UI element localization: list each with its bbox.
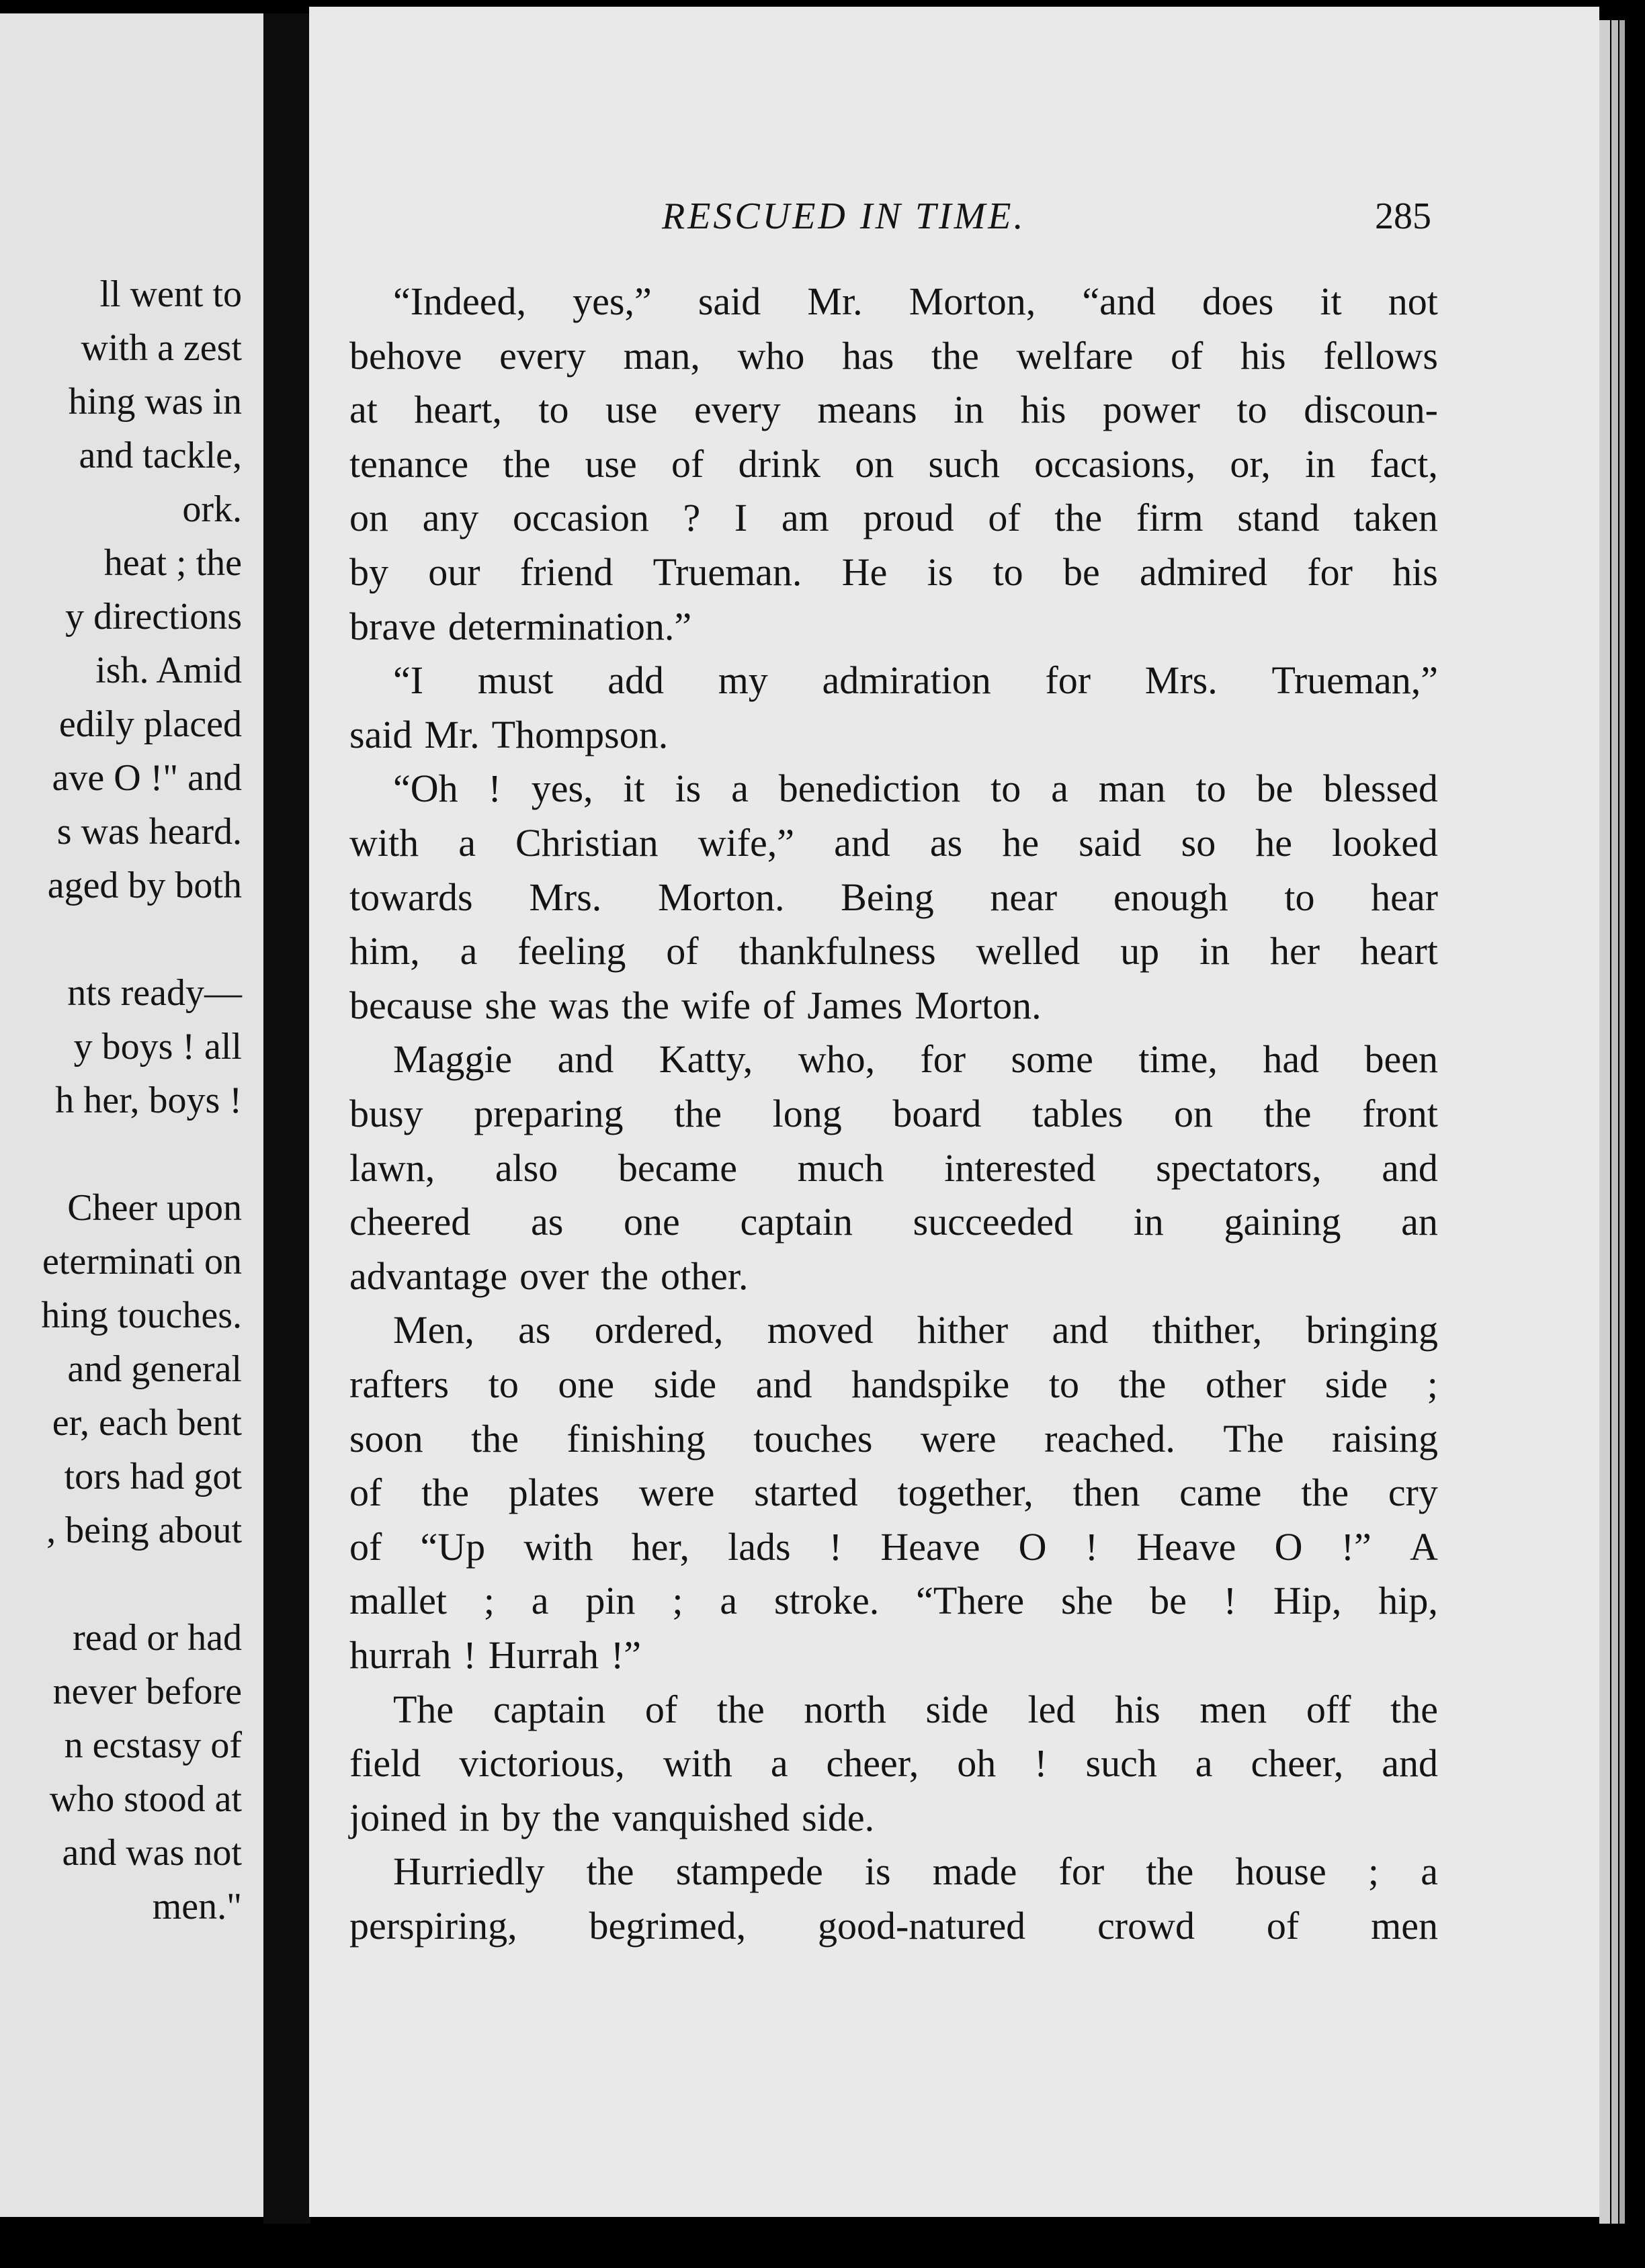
book-gutter bbox=[263, 13, 310, 2224]
body-line: “Oh ! yes, it is a benediction to a man to be blessed bbox=[393, 767, 1438, 811]
body-line: of “Up with her, lads ! Heave O ! Heave O !” A bbox=[349, 1524, 1438, 1569]
left-page-line: ork. bbox=[182, 488, 242, 530]
left-page-line: edily placed bbox=[58, 703, 242, 745]
page-edge bbox=[1619, 20, 1625, 2224]
left-page-line: er, each bent bbox=[52, 1402, 242, 1444]
left-page-line: nts ready— bbox=[67, 972, 242, 1014]
left-page-line: and was not bbox=[62, 1832, 242, 1874]
body-line: with a Christian wife,” and as he said so he looked bbox=[349, 821, 1438, 865]
left-page-line: tors had got bbox=[64, 1456, 242, 1497]
left-page-line: ish. Amid bbox=[95, 650, 242, 691]
left-page-line: Cheer upon bbox=[67, 1187, 242, 1229]
body-line: of the plates were started together, then came the cry bbox=[349, 1471, 1438, 1515]
body-line: The captain of the north side led his men off the bbox=[393, 1687, 1438, 1731]
body-line: joined in by the vanquished side. bbox=[349, 1795, 875, 1839]
left-page-line: and general bbox=[67, 1348, 242, 1390]
body-line: busy preparing the long board tables on the front bbox=[349, 1092, 1438, 1135]
left-page-line: n ecstasy of bbox=[64, 1725, 242, 1766]
left-page-line: never before bbox=[52, 1671, 242, 1712]
body-line: on any occasion ? I am proud of the firm stand taken bbox=[349, 496, 1438, 540]
body-line: said Mr. Thompson. bbox=[349, 712, 669, 756]
right-page bbox=[309, 7, 1599, 2217]
body-line: tenance the use of drink on such occasions, or, in fact, bbox=[349, 441, 1438, 486]
body-line: because she was the wife of James Morton. bbox=[349, 983, 1042, 1027]
body-line: at heart, to use every means in his power to discoun- bbox=[349, 388, 1438, 432]
page-number: 285 bbox=[1375, 195, 1431, 237]
body-line: perspiring, begrimed, good-natured crowd of men bbox=[349, 1904, 1438, 1948]
body-line: “I must add my admiration for Mrs. Trueman,” bbox=[393, 658, 1438, 703]
body-line: Men, as ordered, moved hither and thither, bringing bbox=[393, 1308, 1438, 1352]
left-page-line: and tackle, bbox=[79, 435, 242, 476]
left-page-line: who stood at bbox=[49, 1778, 242, 1820]
left-page-line: eterminati on bbox=[42, 1241, 242, 1282]
left-page-line: ave O !" and bbox=[52, 757, 242, 799]
left-page-line: aged by both bbox=[47, 865, 242, 906]
page-edge bbox=[1611, 20, 1618, 2224]
body-line: cheered as one captain succeeded in gaining an bbox=[349, 1200, 1438, 1244]
left-page-line: hing was in bbox=[68, 381, 242, 423]
left-page-line: s was heard. bbox=[56, 811, 242, 853]
body-line: field victorious, with a cheer, oh ! such a cheer, and bbox=[349, 1741, 1438, 1786]
left-page-line: heat ; the bbox=[103, 542, 242, 584]
body-line: lawn, also became much interested spectators, and bbox=[349, 1145, 1438, 1190]
body-line: Maggie and Katty, who, for some time, had been bbox=[393, 1037, 1438, 1082]
body-line: “Indeed, yes,” said Mr. Morton, “and does it not bbox=[393, 279, 1438, 323]
left-page-line: y boys ! all bbox=[73, 1026, 242, 1067]
body-line: towards Mrs. Morton. Being near enough to hear bbox=[349, 875, 1438, 919]
body-line: hurrah ! Hurrah !” bbox=[349, 1633, 642, 1677]
left-page-line: y directions bbox=[65, 596, 242, 638]
body-line: by our friend Trueman. He is to be admired for his bbox=[349, 550, 1438, 594]
left-page-line: ll went to bbox=[99, 273, 242, 315]
body-line: brave determination.” bbox=[349, 604, 692, 648]
page-edge bbox=[1599, 20, 1610, 2224]
body-line: mallet ; a pin ; a stroke. “There she be ! Hip, hip, bbox=[349, 1579, 1438, 1623]
left-page-line: with a zest bbox=[81, 327, 242, 369]
body-line: advantage over the other. bbox=[349, 1254, 749, 1298]
left-page-line: read or had bbox=[73, 1617, 242, 1659]
body-line: soon the finishing touches were reached. The raising bbox=[349, 1416, 1438, 1460]
left-page-line: , being about bbox=[46, 1510, 242, 1551]
left-page-line: hing touches. bbox=[41, 1295, 242, 1336]
left-page-line: h her, boys ! bbox=[55, 1080, 242, 1121]
running-title: RESCUED IN TIME. bbox=[662, 195, 1026, 237]
left-page bbox=[0, 13, 277, 2217]
body-line: behove every man, who has the welfare of his fellows bbox=[349, 333, 1438, 378]
left-page-line: men." bbox=[152, 1886, 242, 1927]
body-line: rafters to one side and handspike to the other side ; bbox=[349, 1362, 1438, 1406]
body-line: Hurriedly the stampede is made for the house ; a bbox=[393, 1849, 1438, 1894]
body-line: him, a feeling of thankfulness welled up in her heart bbox=[349, 929, 1438, 973]
